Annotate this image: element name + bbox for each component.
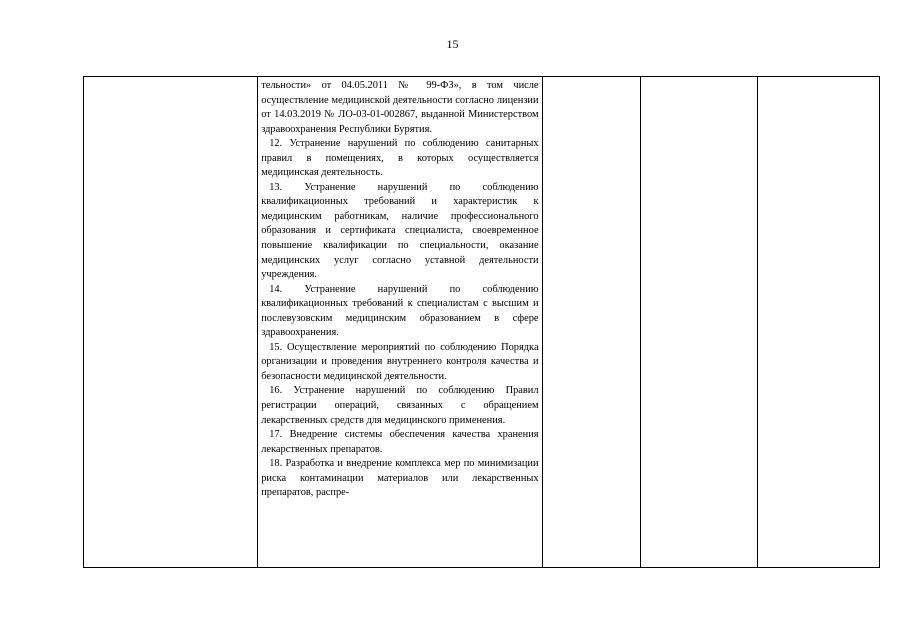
paragraph-item-12: 12. Устранение нарушений по соблюдению санитарных правил в помещениях, в которых осуществляется медицинская деятельность. <box>261 138 539 179</box>
table-row <box>84 77 880 568</box>
paragraph-item-13: 13. Устранение нарушений по соблюдению квалификационных требований и характеристик к медицинским работникам, наличие профессионального образования и сертификата специалиста, своевременное повышение квалификации по специальности, оказание медицинских услуг согласно уставной деятельности учреждения. <box>261 181 539 281</box>
paragraph-item-15: 15. Осуществление мероприятий по соблюдению Порядка организации и проведения внутреннего контроля качества и безопасности медицинской деятельности. <box>261 341 539 382</box>
paragraph-continuation: тельности» от 04.05.2011 № 99-ФЗ», в том числе осуществление медицинской деятельности согласно лицензии от 14.03.2019 № ЛО-03-01-002867, выданной Министерством здравоохранения Республики Бурятия. <box>261 80 539 135</box>
cell-text-col3 <box>543 77 640 567</box>
table-cell-col3 <box>542 77 640 568</box>
table-cell-col1 <box>84 77 258 568</box>
paragraph-item-17: 17. Внедрение системы обеспечения качества хранения лекарственных препаратов. <box>261 429 539 455</box>
paragraph-item-18: 18. Разработка и внедрение комплекса мер по минимизации риска контаминации материалов или лекарственных препаратов, распре- <box>261 458 539 499</box>
paragraph-item-16: 16. Устранение нарушений по соблюдению Правил регистрации операций, связанных с обращением лекарственных средств для медицинского применения. <box>261 385 539 426</box>
cell-text-col1 <box>84 77 257 567</box>
table-cell-col4 <box>640 77 757 568</box>
table-cell-col2 <box>258 77 542 568</box>
cell-text-col4 <box>641 77 757 567</box>
table-cell-col5 <box>757 77 879 568</box>
page-number: 15 <box>446 37 459 51</box>
cell-text-col5 <box>758 77 879 567</box>
paragraph-item-14: 14. Устранение нарушений по соблюдению квалификационных требований к специалистам с высшим и послевузовским медицинским образованием в сфере здравоохранения. <box>261 283 539 339</box>
cell-text-col2 <box>258 77 541 567</box>
document-table <box>83 76 880 568</box>
